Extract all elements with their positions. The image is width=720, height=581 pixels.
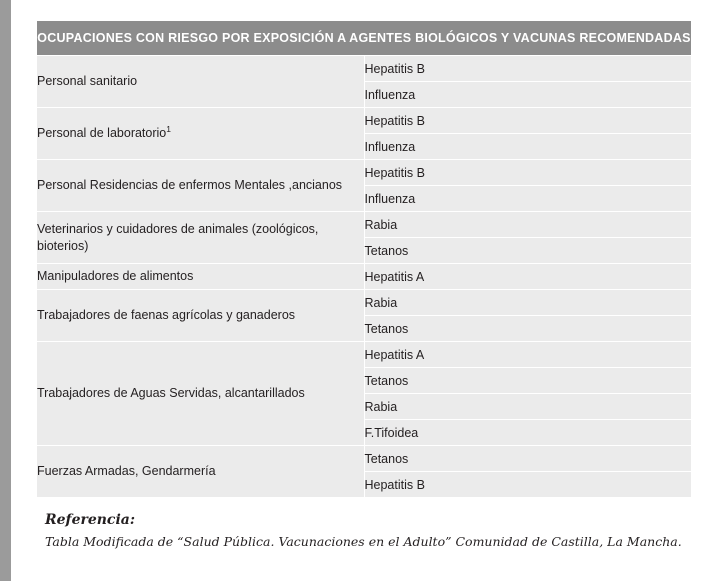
vaccine-cell: F.Tifoidea bbox=[364, 420, 692, 446]
occupation-cell: Trabajadores de Aguas Servidas, alcantarillados bbox=[37, 342, 365, 446]
table-row bbox=[37, 56, 692, 82]
vaccine-cell: Hepatitis B bbox=[364, 472, 692, 498]
reference-block bbox=[36, 512, 696, 550]
vaccine-cell: Rabia bbox=[364, 290, 692, 316]
page-side-bar bbox=[0, 0, 11, 581]
table-row bbox=[37, 264, 692, 290]
table-row bbox=[37, 342, 692, 368]
footnote-marker: 1 bbox=[166, 124, 171, 135]
vaccine-cell: Hepatitis A bbox=[364, 342, 692, 368]
reference-title: Referencia: bbox=[45, 512, 136, 528]
vaccine-cell: Influenza bbox=[364, 82, 692, 108]
table-header-row bbox=[37, 21, 692, 56]
table-row bbox=[37, 212, 692, 238]
vaccine-cell: Tetanos bbox=[364, 238, 692, 264]
occupation-cell: Personal sanitario bbox=[37, 56, 365, 108]
vaccine-cell: Rabia bbox=[364, 212, 692, 238]
occupations-vaccines-table bbox=[36, 20, 692, 498]
table-body bbox=[37, 56, 692, 498]
vaccine-cell: Hepatitis B bbox=[364, 160, 692, 186]
table-row bbox=[37, 290, 692, 316]
table-row bbox=[37, 160, 692, 186]
vaccine-cell: Hepatitis B bbox=[364, 108, 692, 134]
table-title: OCUPACIONES CON RIESGO POR EXPOSICIÓN A AGENTES BIOLÓGICOS Y VACUNAS RECOMENDADAS bbox=[37, 21, 692, 56]
occupation-cell: Personal Residencias de enfermos Mentales ,ancianos bbox=[37, 160, 365, 212]
reference-text: Tabla Modificada de “Salud Pública. Vacunaciones en el Adulto” Comunidad de Castilla, La Mancha. bbox=[45, 534, 682, 549]
occupation-cell: Manipuladores de alimentos bbox=[37, 264, 365, 290]
vaccine-cell: Tetanos bbox=[364, 316, 692, 342]
table-row bbox=[37, 108, 692, 134]
vaccine-cell: Influenza bbox=[364, 134, 692, 160]
occupation-cell: Personal de laboratorio$^1$ bbox=[37, 108, 365, 160]
vaccine-cell: Hepatitis A bbox=[364, 264, 692, 290]
table-row bbox=[37, 446, 692, 472]
vaccine-cell: Hepatitis B bbox=[364, 56, 692, 82]
table-head bbox=[37, 21, 692, 56]
vaccine-cell: Tetanos bbox=[364, 446, 692, 472]
occupation-cell: Trabajadores de faenas agrícolas y ganaderos bbox=[37, 290, 365, 342]
occupation-cell: Fuerzas Armadas, Gendarmería bbox=[37, 446, 365, 498]
vaccine-cell: Influenza bbox=[364, 186, 692, 212]
occupation-cell: Veterinarios y cuidadores de animales (zoológicos, bioterios) bbox=[37, 212, 365, 264]
vaccine-cell: Rabia bbox=[364, 394, 692, 420]
vaccine-cell: Tetanos bbox=[364, 368, 692, 394]
